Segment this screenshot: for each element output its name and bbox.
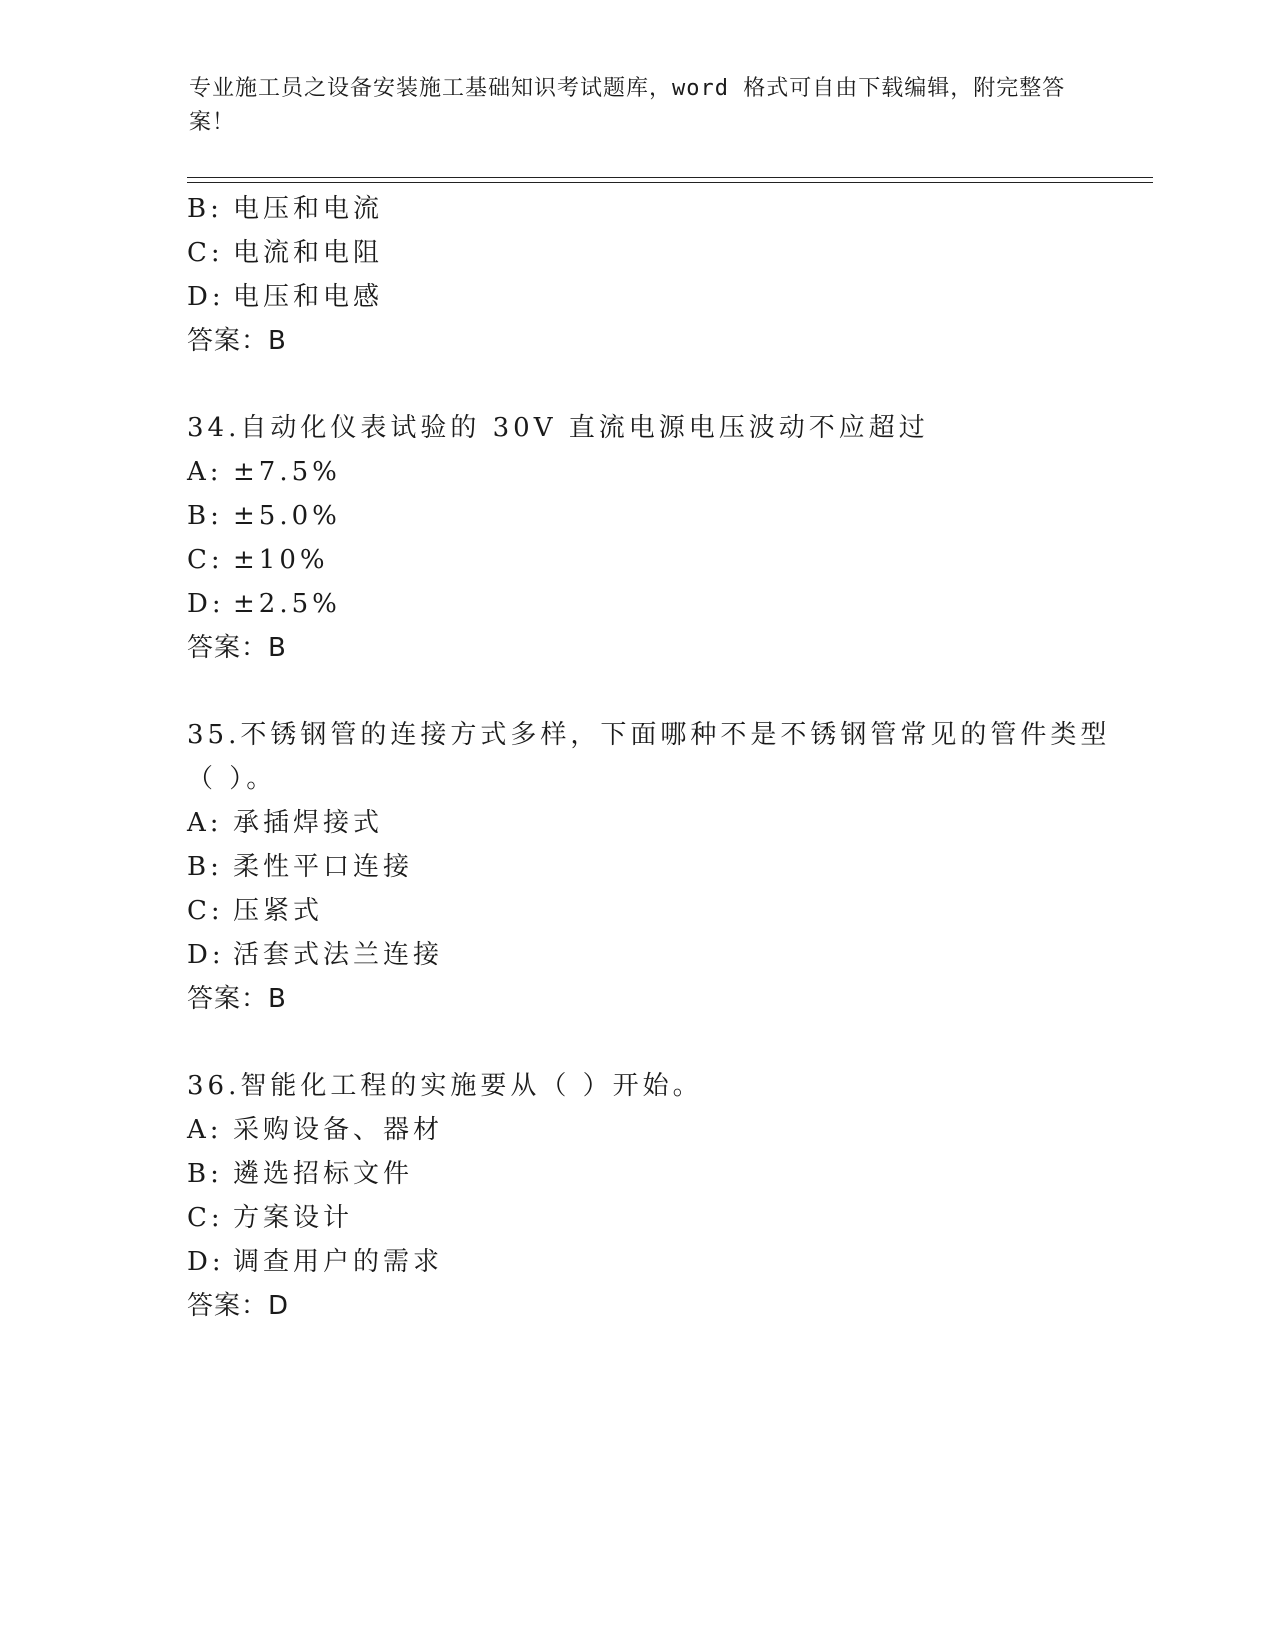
option-c <box>187 543 329 577</box>
option-key: D: <box>187 940 225 970</box>
option-c <box>187 236 383 270</box>
option-c <box>187 894 323 928</box>
option-key: B: <box>187 1159 223 1189</box>
option-a <box>187 806 383 840</box>
option-text: ±7.5% <box>233 457 341 487</box>
option-key: B: <box>187 852 223 882</box>
header-rule-bottom <box>187 182 1153 183</box>
option-text: ±10% <box>233 545 329 575</box>
option-text: 承插焊接式 <box>233 808 384 838</box>
option-text: 调查用户的需求 <box>233 1247 444 1277</box>
option-text: 电流和电阻 <box>233 238 384 268</box>
option-d <box>187 1245 443 1279</box>
option-a <box>187 455 341 489</box>
option-text: 电压和电流 <box>233 194 384 224</box>
question-35-continued: （ ）。 <box>187 764 277 794</box>
option-text: 电压和电感 <box>233 282 384 312</box>
option-text: ±5.0% <box>233 501 341 531</box>
option-key: B: <box>187 501 223 531</box>
answer: 答案：B <box>187 984 287 1014</box>
option-b <box>187 850 413 884</box>
option-text: 活套式法兰连接 <box>233 940 444 970</box>
option-key: A: <box>187 1115 223 1145</box>
question-35: 35.不锈钢管的连接方式多样，下面哪种不是不锈钢管常见的管件类型 <box>187 720 1111 750</box>
option-c <box>187 1201 353 1235</box>
option-key: C: <box>187 896 224 926</box>
option-key: B: <box>187 194 223 224</box>
option-text: ±2.5% <box>233 589 341 619</box>
option-key: D: <box>187 282 225 312</box>
option-key: A: <box>187 808 223 838</box>
option-d <box>187 938 443 972</box>
answer: 答案：D <box>187 1291 290 1321</box>
option-key: A: <box>187 457 223 487</box>
answer: 答案：B <box>187 633 287 663</box>
question-34: 34.自动化仪表试验的 30V 直流电源电压波动不应超过 <box>187 413 929 443</box>
option-text: 遴选招标文件 <box>233 1159 414 1189</box>
option-text: 方案设计 <box>233 1203 354 1233</box>
option-key: C: <box>187 238 224 268</box>
option-key: C: <box>187 545 224 575</box>
answer: 答案：B <box>187 326 287 356</box>
question-36: 36.智能化工程的实施要从（ ）开始。 <box>187 1071 703 1101</box>
option-key: C: <box>187 1203 224 1233</box>
option-b <box>187 499 341 533</box>
document-header: 专业施工员之设备安装施工基础知识考试题库，word 格式可自由下载编辑，附完整答案！ <box>189 76 1066 135</box>
header-rule-top <box>187 177 1153 178</box>
option-d <box>187 587 341 621</box>
option-b <box>187 192 383 226</box>
option-text: 采购设备、器材 <box>233 1115 444 1145</box>
option-d <box>187 280 383 314</box>
option-b <box>187 1157 413 1191</box>
option-key: D: <box>187 589 225 619</box>
option-text: 柔性平口连接 <box>233 852 414 882</box>
option-key: D: <box>187 1247 225 1277</box>
option-text: 压紧式 <box>233 896 324 926</box>
option-a <box>187 1113 443 1147</box>
